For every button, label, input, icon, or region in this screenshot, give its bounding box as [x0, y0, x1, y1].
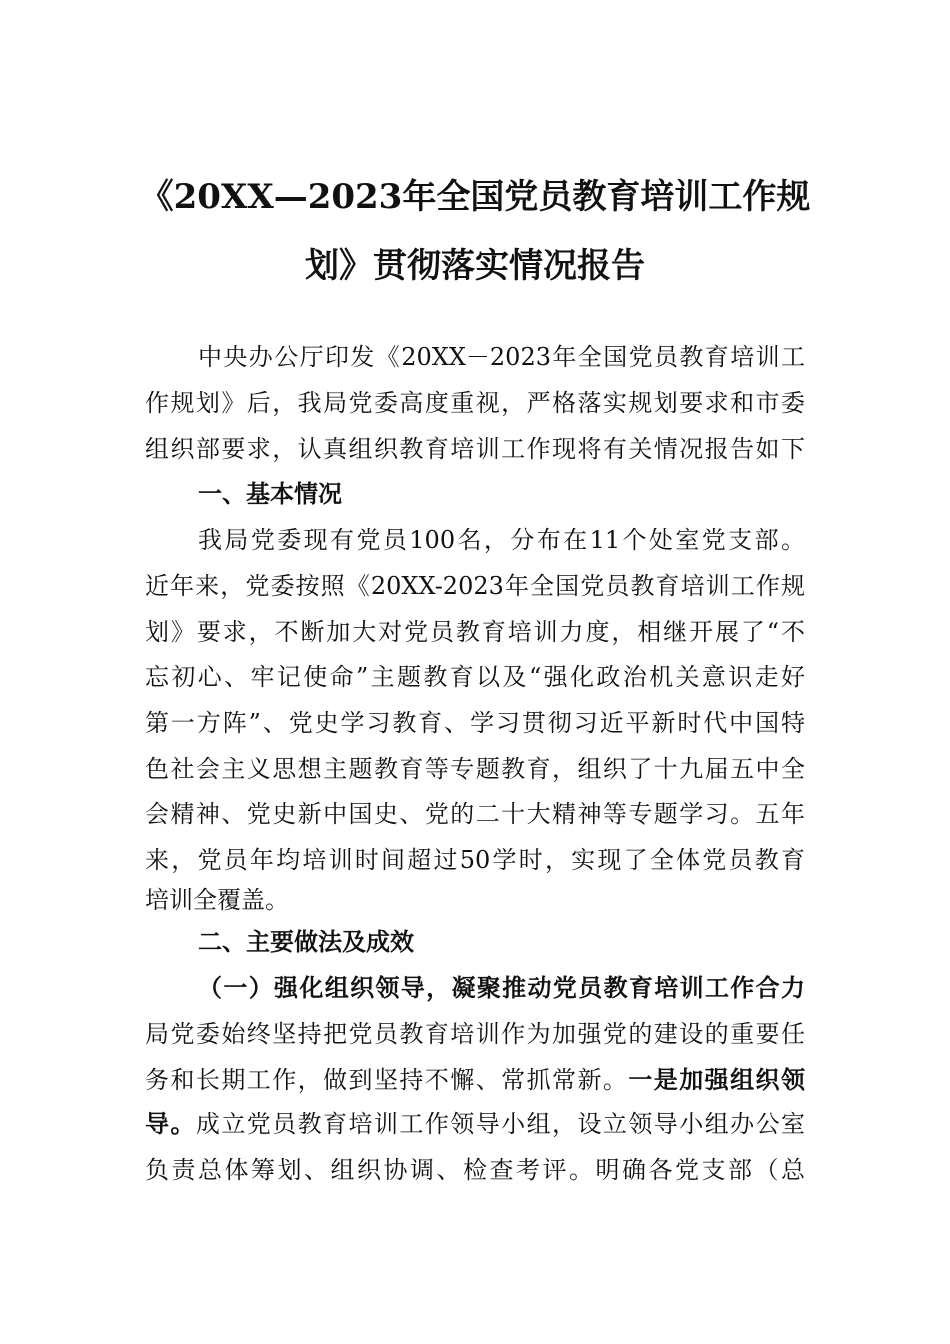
text-line: [145, 885, 805, 915]
title-line-2: 划》贯彻落实情况报告: [305, 246, 645, 286]
text-segment: 中央办公厅印发《20XX－2023年全国党员教育培训工: [198, 343, 805, 371]
text-segment: 二、主要做法及成效: [198, 928, 414, 956]
text-segment: 划》要求，不断加大对党员教育培训力度，相继开展了“不: [145, 618, 805, 646]
text-line: [145, 799, 805, 829]
text-segment: 忘初心、牢记使命”主题教育以及“强化政治机关意识走好: [145, 663, 805, 691]
text-segment: 务和长期工作，做到坚持不懈、常抓常新。: [145, 1066, 629, 1094]
text-line: [145, 617, 805, 647]
text-line: [145, 388, 805, 418]
text-line: [145, 754, 805, 784]
bold-text: 导。: [145, 1109, 196, 1138]
text-segment: 第一方阵”、党史学习教育、学习贯彻习近平新时代中国特: [145, 709, 805, 737]
title-line-1: 《20XX—2023年全国党员教育培训工作规: [139, 177, 811, 217]
text-segment: 成立党员教育培训工作领导小组，设立领导小组办公室: [195, 1110, 806, 1138]
text-line: [145, 434, 805, 464]
text-segment: 一、基本情况: [198, 480, 342, 508]
bold-text: （一）强化组织领导，凝聚推动党员教育培训工作合力: [198, 973, 805, 1002]
section-heading: [198, 479, 805, 509]
text-line: [145, 1065, 805, 1095]
text-line: [145, 708, 805, 738]
text-line: [198, 973, 805, 1003]
text-line: [198, 342, 805, 372]
section-heading: [198, 927, 805, 957]
text-line: [145, 1019, 805, 1049]
text-line: [145, 1155, 805, 1185]
text-segment: 组织部要求，认真组织教育培训工作现将有关情况报告如下: [145, 435, 805, 463]
bold-text: 一是加强组织领: [628, 1065, 805, 1094]
text-line: [145, 1109, 805, 1139]
text-segment: 局党委始终坚持把党员教育培训作为加强党的建设的重要任: [145, 1020, 805, 1048]
text-segment: 培训全覆盖。: [145, 886, 289, 914]
text-line: [145, 571, 805, 601]
text-segment: 来，党员年均培训时间超过50学时，实现了全体党员教育: [145, 846, 805, 874]
text-segment: 会精神、党史新中国史、党的二十大精神等专题学习。五年: [145, 800, 805, 828]
text-segment: 近年来，党委按照《20XX-2023年全国党员教育培训工作规: [145, 572, 805, 600]
text-line: [198, 525, 805, 555]
text-line: [145, 845, 805, 875]
text-segment: 作规划》后，我局党委高度重视，严格落实规划要求和市委: [145, 389, 805, 417]
text-segment: 我局党委现有党员100名，分布在11个处室党支部。: [198, 526, 805, 554]
text-segment: 色社会主义思想主题教育等专题教育，组织了十九届五中全: [145, 755, 805, 783]
text-line: [145, 662, 805, 692]
text-segment: 负责总体筹划、组织协调、检查考评。明确各党支部（总: [145, 1156, 805, 1184]
